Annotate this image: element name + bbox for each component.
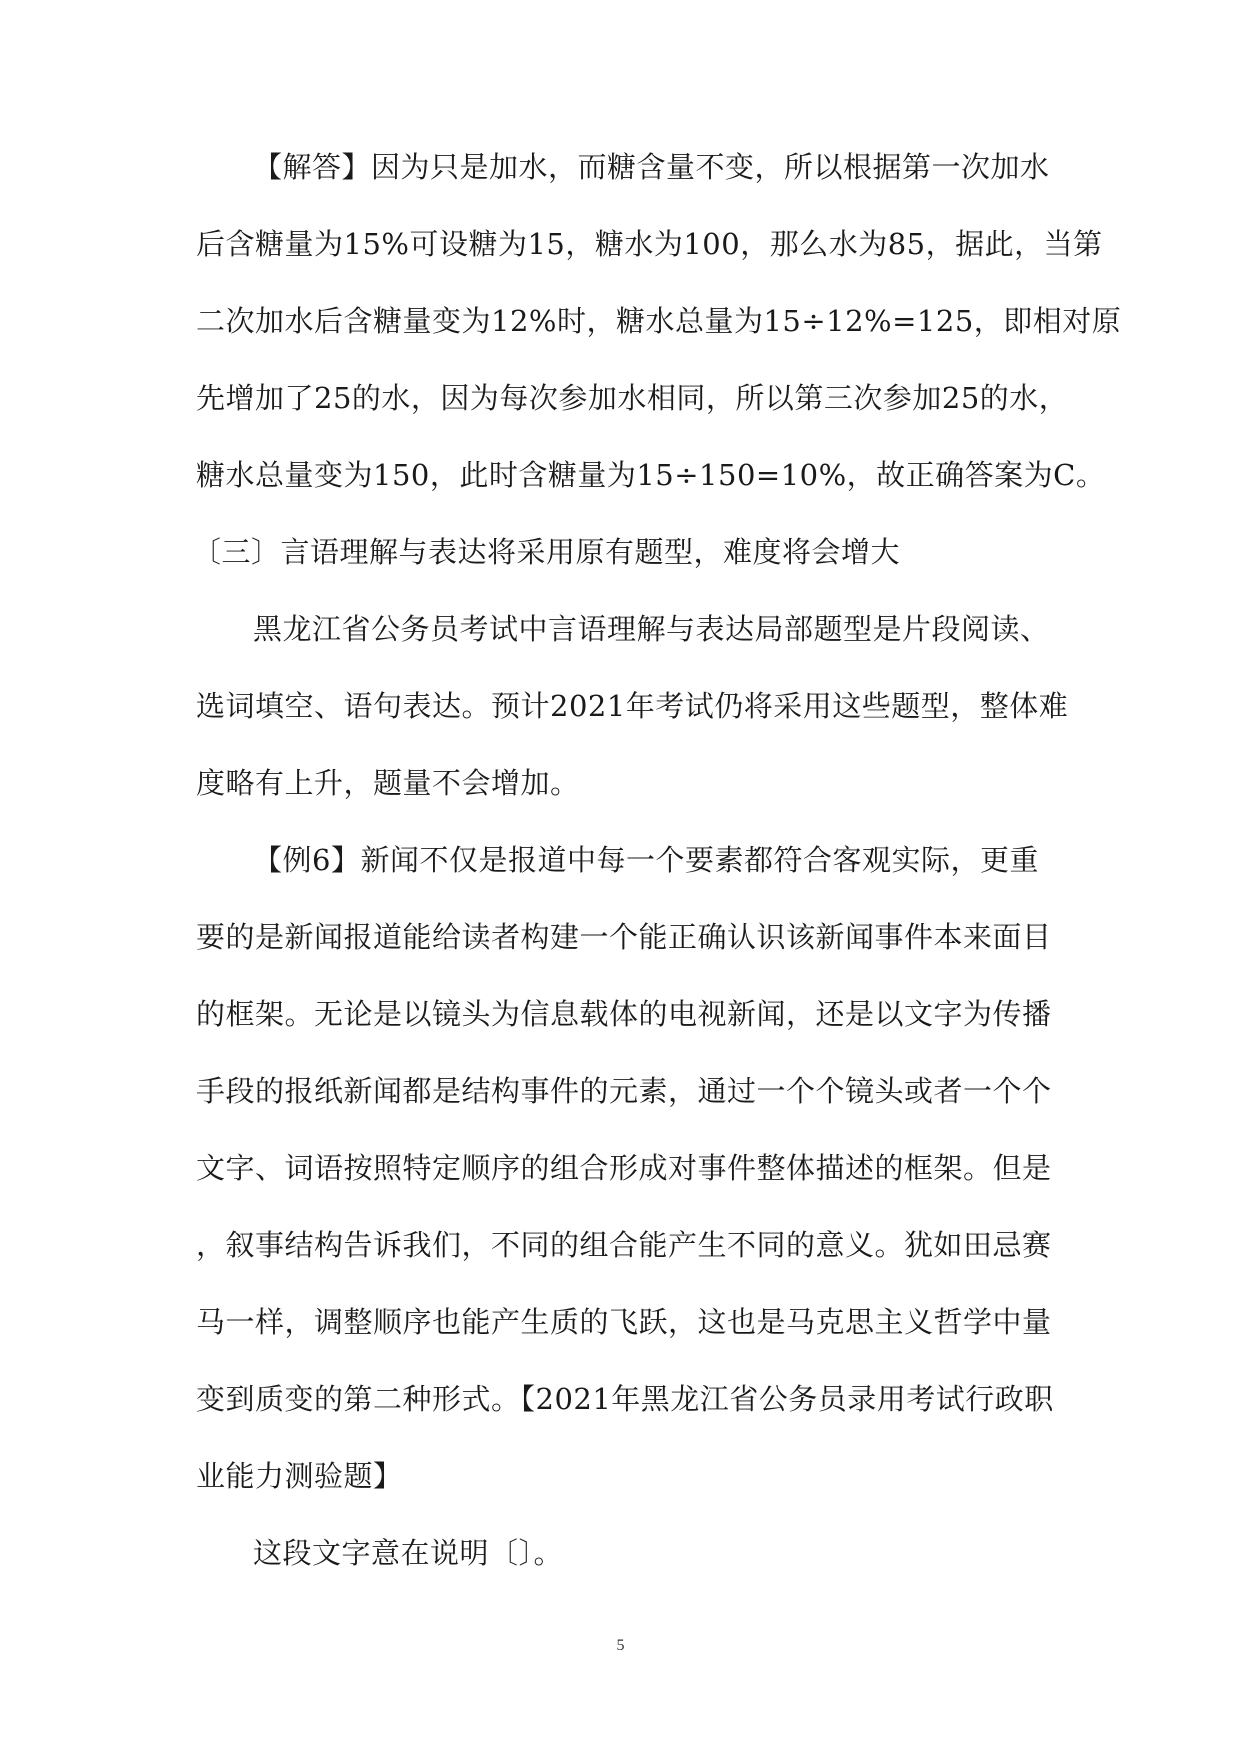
text-line-18: 业能力测验题】	[196, 1459, 403, 1493]
section-heading: 〔三〕言语理解与表达将采用原有题型，难度将会增大	[192, 535, 901, 569]
text-line-17: 变到质变的第二种形式。【2021年黑龙江省公务员录用考试行政职	[196, 1382, 1054, 1416]
text-line-10: 【例6】新闻不仅是报道中每一个要素都符合客观实际，更重	[253, 843, 1039, 877]
text-line-15: ，叙事结构告诉我们，不同的组合能产生不同的意义。犹如田忌赛	[196, 1228, 1052, 1262]
text-line-12: 的框架。无论是以镜头为信息载体的电视新闻，还是以文字为传播	[196, 997, 1052, 1031]
text-line-9: 度略有上升，题量不会增加。	[196, 766, 580, 800]
text-line-3: 二次加水后含糖量变为12%时，糖水总量为15÷12%=125，即相对原	[196, 304, 1122, 338]
page-number: 5	[616, 1637, 625, 1654]
text-line-14: 文字、词语按照特定顺序的组合形成对事件整体描述的框架。但是	[196, 1151, 1052, 1185]
text-line-1: 【解答】因为只是加水，而糖含量不变，所以根据第一次加水	[253, 150, 1050, 184]
text-line-13: 手段的报纸新闻都是结构事件的元素，通过一个个镜头或者一个个	[196, 1074, 1052, 1108]
text-line-5: 糖水总量变为150，此时含糖量为15÷150=10%，故正确答案为C。	[196, 458, 1106, 492]
text-line-8: 选词填空、语句表达。预计2021年考试仍将采用这些题型，整体难	[196, 689, 1069, 723]
text-line-11: 要的是新闻报道能给读者构建一个能正确认识该新闻事件本来面目	[196, 920, 1052, 954]
text-line-7: 黑龙江省公务员考试中言语理解与表达局部题型是片段阅读、	[253, 612, 1050, 646]
text-line-2: 后含糖量为15%可设糖为15，糖水为100，那么水为85，据此，当第	[196, 227, 1103, 261]
text-line-4: 先增加了25的水，因为每次参加水相同，所以第三次参加25的水，	[196, 381, 1069, 415]
text-line-16: 马一样，调整顺序也能产生质的飞跃，这也是马克思主义哲学中量	[196, 1305, 1052, 1339]
text-line-19: 这段文字意在说明〔〕。	[253, 1536, 564, 1570]
